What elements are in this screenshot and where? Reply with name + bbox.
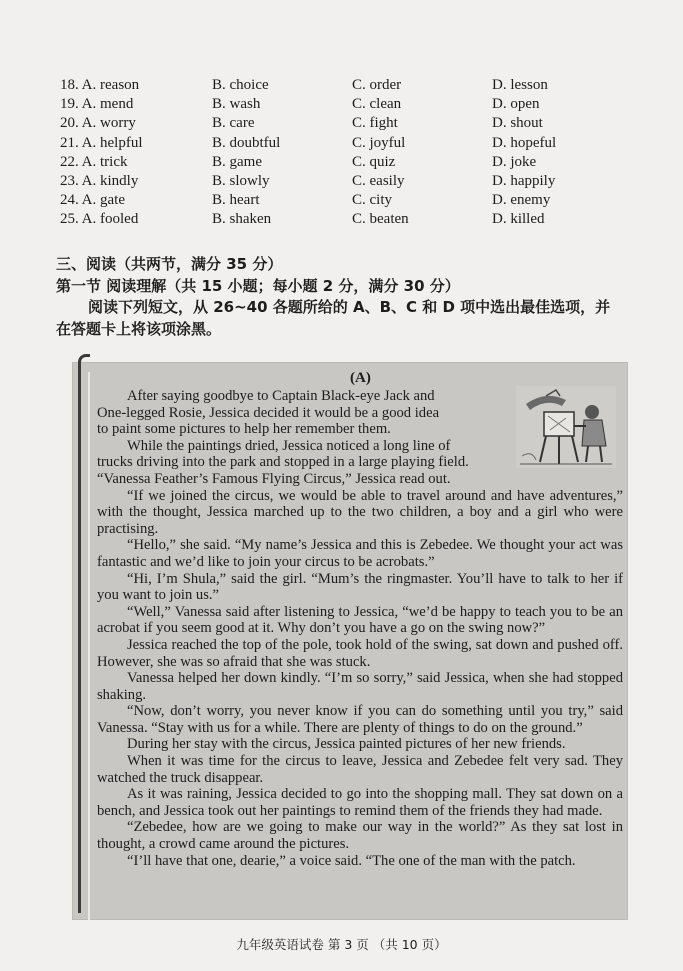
- paragraph-line: While the paintings dried, Jessica noticed a long line of: [127, 437, 451, 454]
- option-row: 21. A. helpful B. doubtful C. joyful D. hopeful: [60, 134, 557, 151]
- binder-highlight: [88, 372, 90, 920]
- paragraph: “Hello,” she said. “My name’s Jessica and this is Zebedee. We thought your act was fantastic and we’d like to join your circus to be acrobats.”: [97, 537, 623, 570]
- paragraph: “If we joined the circus, we would be able to travel around and have adventures,” with the thought, Jessica marched up to the two children, a boy and a girl who were practising.: [97, 487, 623, 537]
- option-row: 23. A. kindly B. slowly C. easily D. happily: [60, 172, 556, 189]
- option-row: 20. A. worry B. care C. fight D. shout: [60, 115, 543, 132]
- paragraph: “Zebedee, how are we going to make our way in the world?” As they sat lost in thought, a crowd came around the pictures.: [97, 819, 623, 853]
- paragraph: “I’ll have that one, dearie,” a voice said. “The one of the man with the patch.: [127, 852, 576, 869]
- passage-text: [97, 388, 623, 869]
- section-heading: 三、阅读（共两节，满分 35 分）: [56, 255, 283, 273]
- paragraph-line: “Vanessa Feather’s Famous Flying Circus,” Jessica read out.: [97, 470, 451, 487]
- paragraph-line: One-legged Rosie, Jessica decided it would be a good idea: [97, 404, 440, 421]
- paragraph-line: trucks driving into the park and stopped in a large playing field.: [97, 454, 469, 471]
- instructions-line2: 在答题卡上将该项涂黑。: [56, 320, 222, 338]
- paragraph-line: After saying goodbye to Captain Black-eye Jack and: [127, 388, 435, 404]
- paragraph: “Hi, I’m Shula,” said the girl. “Mum’s the ringmaster. You’ll have to talk to her if you want to join us.”: [97, 570, 623, 604]
- option-row: 19. A. mend B. wash C. clean D. open: [60, 96, 540, 113]
- intro-lines: [97, 388, 623, 454]
- page-footer: 九年级英语试卷 第 3 页 （共 10 页）: [236, 937, 447, 952]
- paragraph: “Now, don’t worry, you never know if you can do something until you try,” said Vanessa. “Stay with us for a while. There are plenty of things to do on the ground.”: [97, 703, 623, 736]
- passage-title: (A): [350, 370, 371, 386]
- option-row: 24. A. gate B. heart C. city D. enemy: [60, 192, 551, 209]
- paragraph: During her stay with the circus, Jessica painted pictures of her new friends.: [127, 736, 566, 753]
- option-row: 25. A. fooled B. shaken C. beaten D. killed: [60, 211, 545, 228]
- option-row: 22. A. trick B. game C. quiz D. joke: [60, 153, 537, 170]
- paragraph: Vanessa helped her down kindly. “I’m so sorry,” said Jessica, when she had stopped shaking.: [97, 670, 623, 703]
- paragraph: “Well,” Vanessa said after listening to Jessica, “we’d be happy to teach you to be an acrobat if you seem good at it. Why don’t you have a go on the swing now?”: [97, 603, 623, 637]
- paragraph-line: to paint some pictures to help her remember them.: [97, 421, 391, 438]
- options-list: [60, 76, 660, 230]
- section-subheading: 第一节 阅读理解（共 15 小题；每小题 2 分，满分 30 分）: [56, 277, 460, 295]
- instructions-line1: 阅读下列短文，从 26~40 各题所给的 A、B、C 和 D 项中选出最佳选项，并: [88, 298, 611, 316]
- paragraph: Jessica reached the top of the pole, took hold of the swing, sat down and pushed off. However, she was so afraid that she was stuck.: [97, 636, 623, 670]
- paragraph: As it was raining, Jessica decided to go into the shopping mall. They sat down on a bench, and Jessica took out her paintings to remind them of the friends they had made.: [97, 786, 623, 819]
- paragraph: When it was time for the circus to leave, Jessica and Zebedee felt very sad. They watched the truck disappear.: [97, 753, 623, 786]
- option-row: 18. A. reason B. choice C. order D. lesson: [60, 77, 548, 93]
